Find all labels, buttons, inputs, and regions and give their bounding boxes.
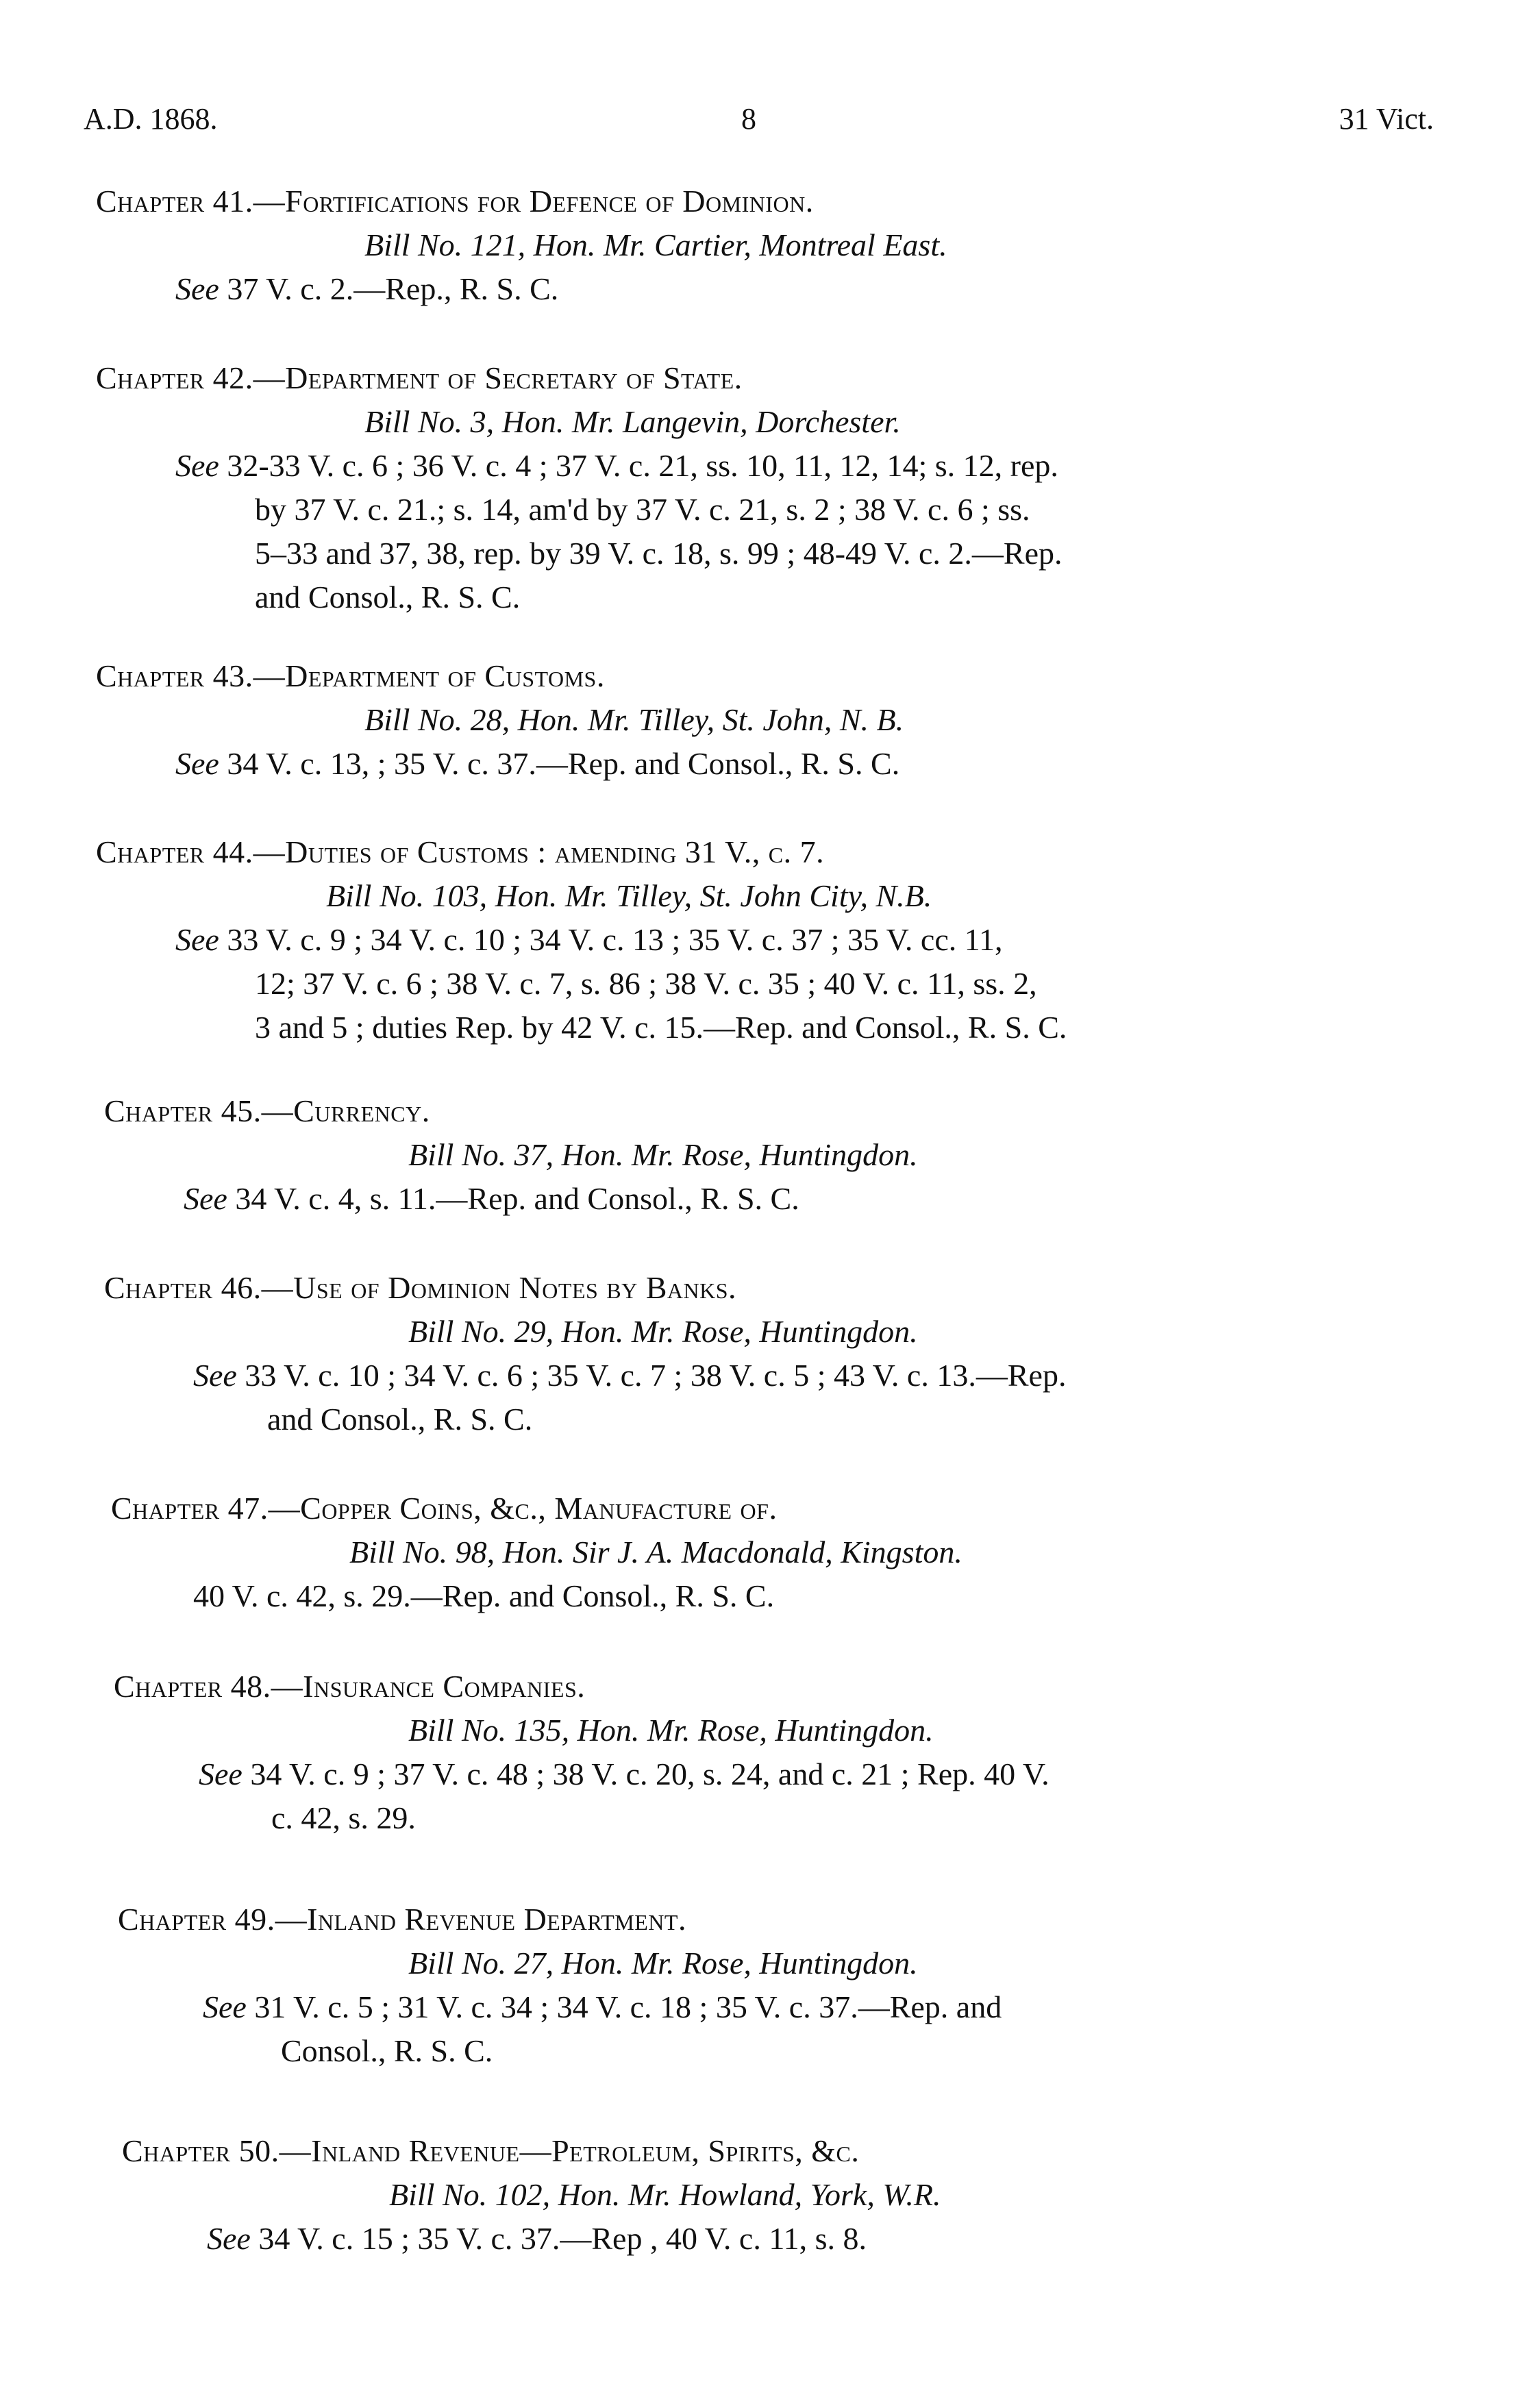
header-year: A.D. 1868. [84,102,218,136]
chapter-50 [0,2129,1540,2261]
reference-line: 3 and 5 ; duties Rep. by 42 V. c. 15.—Rep. and Consol., R. S. C. [255,1010,1067,1045]
chapter-title: Chapter 50.—Inland Revenue—Petroleum, Spirits, &c. [122,2133,860,2168]
chapter-references [193,1354,1540,1398]
reference-line: 5–33 and 37, 38, rep. by 39 V. c. 18, s. 99 ; 48-49 V. c. 2.—Rep. [255,536,1063,571]
reference-line: Consol., R. S. C. [281,2033,493,2068]
chapter-references [199,1752,1540,1796]
reference-line: 32-33 V. c. 6 ; 36 V. c. 4 ; 37 V. c. 21, ss. 10, 11, 12, 14; s. 12, rep. [227,448,1058,483]
chapter-title: Chapter 48.—Insurance Companies. [114,1669,586,1704]
reference-line: c. 42, s. 29. [271,1800,416,1835]
reference-line: 33 V. c. 10 ; 34 V. c. 6 ; 35 V. c. 7 ; 38 V. c. 5 ; 43 V. c. 13.—Rep. [245,1358,1067,1393]
chapter-references [184,1177,1540,1221]
chapter-references [175,742,1540,786]
chapter-references [207,2217,1540,2261]
chapter-title: Chapter 49.—Inland Revenue Department. [118,1902,686,1937]
see-label: See [175,271,219,306]
reference-line: 34 V. c. 15 ; 35 V. c. 37.—Rep , 40 V. c. 11, s. 8. [258,2221,867,2256]
reference-line: 37 V. c. 2.—Rep., R. S. C. [227,271,559,306]
chapter-41 [0,179,1540,311]
chapter-bill: Bill No. 102, Hon. Mr. Howland, York, W.R. [389,2177,941,2212]
chapter-42 [0,356,1540,619]
chapter-bill: Bill No. 98, Hon. Sir J. A. Macdonald, Kingston. [349,1535,962,1569]
chapter-references [193,1574,1540,1618]
chapter-44 [0,830,1540,1050]
chapter-bill: Bill No. 29, Hon. Mr. Rose, Huntingdon. [408,1314,918,1349]
reference-line: and Consol., R. S. C. [255,580,521,614]
header-reign: 31 Vict. [1339,102,1434,136]
see-label: See [175,448,219,483]
reference-line: 34 V. c. 4, s. 11.—Rep. and Consol., R. S. C. [235,1181,799,1216]
chapter-45 [0,1089,1540,1221]
chapter-title: Chapter 43.—Department of Customs. [96,658,605,693]
reference-line: 33 V. c. 9 ; 34 V. c. 10 ; 34 V. c. 13 ; 35 V. c. 37 ; 35 V. cc. 11, [227,922,1003,957]
see-label: See [175,746,219,781]
reference-line: 12; 37 V. c. 6 ; 38 V. c. 7, s. 86 ; 38 V. c. 35 ; 40 V. c. 11, ss. 2, [255,966,1037,1001]
chapter-bill: Bill No. 3, Hon. Mr. Langevin, Dorchester. [364,404,901,439]
chapter-title: Chapter 45.—Currency. [104,1093,430,1128]
see-label: See [203,1989,247,2024]
reference-line: by 37 V. c. 21.; s. 14, am'd by 37 V. c. 21, s. 2 ; 38 V. c. 6 ; ss. [255,492,1030,527]
chapter-48 [0,1665,1540,1840]
reference-line: 31 V. c. 5 ; 31 V. c. 34 ; 34 V. c. 18 ; 35 V. c. 37.—Rep. and [254,1989,1002,2024]
chapter-bill: Bill No. 135, Hon. Mr. Rose, Huntingdon. [408,1713,934,1748]
chapter-46 [0,1266,1540,1441]
see-label: See [184,1181,227,1216]
see-label: See [199,1756,243,1791]
reference-line: 34 V. c. 9 ; 37 V. c. 48 ; 38 V. c. 20, s. 24, and c. 21 ; Rep. 40 V. [250,1756,1050,1791]
chapter-title: Chapter 41.—Fortifications for Defence of Dominion. [96,184,814,219]
chapter-references [203,1985,1540,2029]
reference-line: 34 V. c. 13, ; 35 V. c. 37.—Rep. and Consol., R. S. C. [227,746,900,781]
chapter-bill: Bill No. 28, Hon. Mr. Tilley, St. John, N. B. [364,702,904,737]
see-label: See [175,922,219,957]
reference-line: 40 V. c. 42, s. 29.—Rep. and Consol., R. S. C. [193,1578,775,1613]
chapter-references [175,267,1540,311]
chapter-references [175,918,1540,962]
chapter-43 [0,654,1540,786]
chapter-title: Chapter 46.—Use of Dominion Notes by Banks. [104,1270,737,1305]
chapter-title: Chapter 47.—Copper Coins, &c., Manufacture of. [111,1491,778,1526]
chapter-47 [0,1487,1540,1618]
see-label: See [207,2221,251,2256]
see-label: See [193,1358,237,1393]
chapter-bill: Bill No. 103, Hon. Mr. Tilley, St. John City, N.B. [326,878,932,913]
chapter-bill: Bill No. 27, Hon. Mr. Rose, Huntingdon. [408,1946,918,1981]
chapter-bill: Bill No. 121, Hon. Mr. Cartier, Montreal East. [364,227,947,262]
page-header [84,101,1434,149]
page-number: 8 [741,102,756,136]
chapter-references [175,444,1540,488]
chapter-bill: Bill No. 37, Hon. Mr. Rose, Huntingdon. [408,1137,918,1172]
reference-line: and Consol., R. S. C. [267,1402,533,1437]
chapter-49 [0,1898,1540,2073]
chapter-title: Chapter 42.—Department of Secretary of State. [96,360,743,395]
chapter-title: Chapter 44.—Duties of Customs : amending 31 V., c. 7. [96,834,825,869]
